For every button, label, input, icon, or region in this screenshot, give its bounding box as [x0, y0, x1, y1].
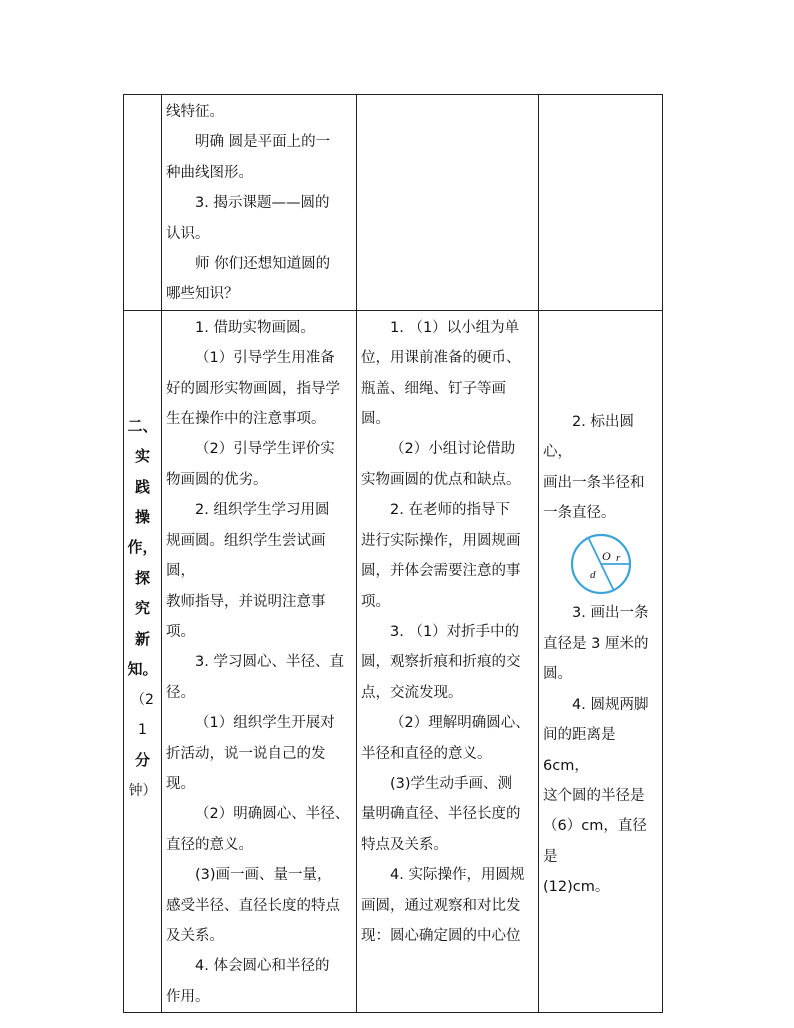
text-line: 4. 实际操作，用圆规 [390, 867, 525, 884]
text-line: 画出一条半径和 [543, 474, 645, 491]
text-line: 实物画圆的优点和缺点。 [361, 471, 521, 488]
text-line: 1. 借助实物画圆。 [195, 319, 315, 336]
text-line: 项。 [361, 593, 390, 610]
table-row [124, 95, 663, 311]
text-line: 瓶盖、细绳、钉子等画圆。 [361, 380, 506, 428]
text-line: 4. 圆规两脚 [572, 696, 649, 713]
text-line: 进行实际操作，用圆规画 [361, 532, 521, 549]
stage-char: 新 [134, 629, 150, 648]
text-line: 哪些知识？ [166, 286, 239, 303]
stage-char: 二、 [127, 416, 158, 435]
text-line: 感受半径、直径长度的特点 [166, 897, 340, 914]
text-line: 2. 标出圆心， [543, 413, 634, 461]
text-line: 生在操作中的注意事项。 [166, 411, 326, 428]
stage-char: （2 [131, 691, 154, 708]
text-line: 圆，观察折痕和折痕的交 [361, 654, 521, 671]
teacher-activity-cell [162, 310, 357, 1012]
center-label: O [601, 549, 611, 564]
text-line: （2）理解明确圆心、 [390, 715, 530, 732]
stage-char: 知。 [127, 660, 158, 679]
text-line: 规画圆。组织学生尝试画圆， [166, 532, 326, 580]
text-line: 画圆，通过观察和对比发 [361, 897, 521, 914]
exercise-2 [543, 407, 658, 529]
text-line: （2）明确圆心、半径、 [195, 806, 350, 823]
teacher-activity-cell [162, 95, 357, 311]
text-line: 3. 画出一条 [572, 605, 649, 622]
row2-col2-text [162, 311, 356, 1012]
stage-char: 操 [134, 508, 150, 527]
text-line: (3)学生动手画、测 [390, 775, 513, 792]
student-activity-cell [357, 95, 539, 311]
exercise-cell [539, 95, 663, 311]
text-line: 量明确直径、半径长度的 [361, 806, 521, 823]
text-line: 及关系。 [166, 927, 224, 944]
text-line: 4. 体会圆心和半径的 [195, 958, 330, 975]
text-line: 位，用课前准备的硬币、 [361, 350, 521, 367]
text-line: 教师指导，并说明注意事项。 [166, 593, 326, 640]
diameter-label: d [589, 569, 595, 582]
text-line: 3. 揭示课题——圆的 [195, 195, 330, 212]
text-line: 好的圆形实物画圆，指导学 [166, 380, 340, 397]
text-line: 直径的意义。 [166, 836, 253, 853]
text-line: （2）引导学生评价实 [195, 441, 335, 458]
text-line: 径。 [166, 684, 195, 701]
text-line: (3)画一画、量一量， [195, 867, 332, 884]
text-line: 特点及关系。 [361, 836, 448, 853]
stage-char: 钟） [128, 782, 157, 799]
text-line: (12)cm。 [543, 879, 610, 896]
text-line: （2）小组讨论借助 [390, 441, 516, 458]
exercise-cell [539, 310, 663, 1012]
circle-figure [569, 532, 633, 596]
stage-char: 实 [134, 447, 150, 466]
text-line: 物画圆的优劣。 [166, 471, 268, 488]
circle-diagram [543, 532, 658, 596]
text-line: 种曲线图形。 [166, 164, 253, 181]
stage-char: 1 [138, 721, 147, 738]
text-line: 圆，并体会需要注意的事 [361, 563, 521, 580]
text-line: 2. 组织学生学习用圆 [195, 502, 330, 519]
stage-char: 作， [127, 538, 158, 557]
row2-col3-text [357, 311, 538, 952]
text-line: （6）cm，直径是 [543, 818, 647, 865]
stage-cell [124, 310, 162, 1012]
text-line: 直径是 3 厘米的 [543, 635, 649, 652]
row1-col2-text [162, 95, 356, 310]
text-line: 师 你们还想知道圆的 [195, 256, 331, 273]
student-activity-cell [357, 310, 539, 1012]
text-line: 认识。 [166, 225, 210, 242]
text-line: 现：圆心确定圆的中心位 [361, 927, 521, 944]
text-line: 1. （1）以小组为单 [390, 319, 520, 336]
text-line: 明确 圆是平面上的一 [195, 134, 331, 151]
text-line: 半径和直径的意义。 [361, 745, 492, 762]
text-line: 这个圆的半径是 [543, 787, 645, 804]
text-line: （1）组织学生开展对 [195, 715, 335, 732]
text-line: 圆。 [543, 666, 572, 683]
text-line: （1）引导学生用准备 [195, 350, 335, 367]
text-line: 折活动，说一说自己的发现。 [166, 745, 326, 792]
text-line: 线特征。 [166, 104, 224, 120]
text-line: 2. 在老师的指导下 [390, 502, 510, 519]
text-line: 点，交流发现。 [361, 684, 463, 701]
text-line: 间的距离是 6cm， [543, 727, 616, 774]
lesson-plan-table [123, 94, 663, 1013]
stage-cell-empty [124, 95, 162, 311]
stage-char: 践 [134, 477, 150, 496]
radius-label: r [615, 552, 620, 565]
stage-char: 究 [134, 599, 150, 618]
stage-char: 探 [134, 568, 150, 587]
text-line: 作用。 [166, 988, 210, 1005]
exercise-3-4 [543, 598, 658, 902]
exercise-text [539, 311, 662, 903]
text-line: 一条直径。 [543, 505, 616, 522]
table-row [124, 310, 663, 1012]
text-line: 3. （1）对折手中的 [390, 623, 520, 640]
stage-char: 分 [134, 751, 150, 770]
text-line: 3. 学习圆心、半径、直 [195, 654, 344, 671]
stage-title [124, 311, 161, 806]
